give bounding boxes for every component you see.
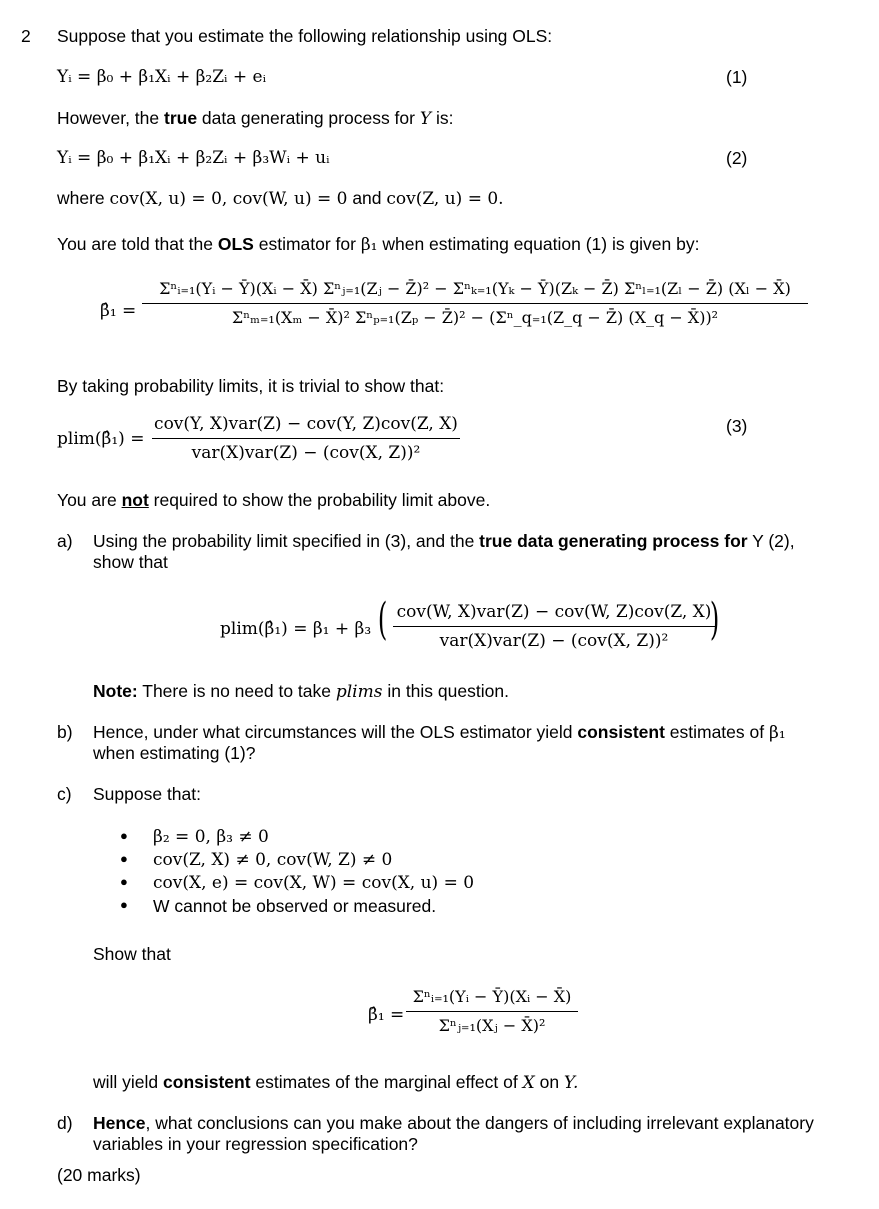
true-dgp-sentence [57, 107, 453, 130]
part-a-line1-before: Using the probability limit specified in (3), and the [93, 531, 480, 551]
part-d-line1-bold: Hence [93, 1113, 146, 1133]
part-a-left-paren: ( [377, 594, 388, 645]
part-c-conclusion [93, 1071, 578, 1094]
ols-var: β₁ [360, 235, 378, 255]
question-intro: Suppose that you estimate the following relationship using OLS: [57, 26, 553, 46]
part-a-line1 [93, 530, 795, 552]
bullet-text: β₂ = 0, β₃ ≠ 0 [153, 827, 269, 847]
cov-word-where: where [57, 188, 110, 208]
bullet-text: W cannot be observed or measured. [153, 896, 437, 916]
equation-3-tag: (3) [726, 416, 748, 436]
part-c-conclusion-bold: consistent [163, 1072, 251, 1092]
part-a-right-paren: ) [709, 594, 720, 645]
part-c-formula-numerator: Σⁿᵢ₌₁(Yᵢ − Ȳ)(Xᵢ − X̄) [406, 986, 578, 1012]
part-a-label: a) [57, 531, 73, 551]
part-b-line1-bold: consistent [577, 722, 665, 742]
not-required-after: required to show the probability limit above. [148, 490, 491, 510]
not-required-bold: not [121, 490, 149, 510]
part-a-formula-numerator: cov(W, X)var(Z) − cov(W, Z)cov(Z, X) [393, 601, 715, 627]
bullet-dot: ● [120, 828, 128, 843]
not-required-sentence [57, 489, 490, 511]
beta-hat-fraction [142, 278, 808, 329]
covariance-conditions [57, 187, 504, 210]
equation-3-fraction [152, 413, 460, 464]
equation-3-lhs: plim(β̂₁) = [57, 429, 145, 449]
part-a-line1-bold: true data generating process for [479, 531, 748, 551]
part-c-conclusion-x: X [522, 1073, 535, 1093]
equation-2: Yᵢ = β₀ + β₁Xᵢ + β₂Zᵢ + β₃Wᵢ + uᵢ [57, 148, 330, 168]
part-a-note-after: in this question. [382, 681, 509, 701]
true-dgp-after: data generating process for [197, 108, 420, 128]
part-c-formula-lhs: β̂₁ = [368, 1005, 405, 1025]
true-dgp-bold: true [164, 108, 198, 128]
part-c-formula-denominator: Σⁿⱼ₌₁(Xⱼ − X̄)² [438, 1016, 546, 1035]
part-b-line1-var: β₁ [768, 723, 786, 743]
not-required-before: You are [57, 490, 122, 510]
part-a-formula-denominator: var(X)var(Z) − (cov(X, Z))² [439, 631, 669, 651]
part-b-line1 [93, 721, 786, 744]
ols-after: when estimating equation (1) is given by: [377, 234, 700, 254]
part-a-line2: show that [93, 552, 168, 572]
part-c-conclusion-before: will yield [93, 1072, 164, 1092]
equation-2-tag: (2) [726, 148, 748, 168]
part-a-note-before: There is no need to take [137, 681, 336, 701]
part-a-line1-after: Y (2), [747, 531, 795, 551]
ols-estimator-sentence [57, 233, 699, 256]
ols-before: You are told that the [57, 234, 218, 254]
part-c-line1: Suppose that: [93, 784, 201, 804]
plim-intro: By taking probability limits, it is trivial to show that: [57, 376, 445, 396]
bullet-text: cov(X, e) = cov(X, W) = cov(X, u) = 0 [153, 873, 475, 893]
bullet-dot: ● [120, 874, 128, 889]
part-b-line2: when estimating (1)? [93, 743, 256, 763]
part-d-label: d) [57, 1113, 73, 1133]
part-a-formula-lhs: plim(β̂₁) = β₁ + β₃ [220, 619, 372, 639]
true-dgp-end: is: [431, 108, 454, 128]
part-c-formula-fraction [406, 986, 578, 1037]
cov-conditions-2: cov(Z, u) = 0. [386, 189, 504, 209]
part-a-note [93, 680, 509, 703]
part-c-conclusion-y: Y. [563, 1073, 579, 1093]
ols-bold: OLS [217, 234, 254, 254]
true-dgp-before: However, the [57, 108, 164, 128]
part-d-line1 [93, 1112, 814, 1134]
marks-label: (20 marks) [57, 1165, 141, 1185]
part-a-note-math: plims [335, 682, 383, 702]
part-c-show-that: Show that [93, 944, 171, 964]
beta-hat-lhs: β̂₁ = [100, 301, 137, 321]
equation-3-denominator: var(X)var(Z) − (cov(X, Z))² [191, 443, 421, 463]
equation-1: Yᵢ = β₀ + β₁Xᵢ + β₂Zᵢ + eᵢ [57, 67, 267, 87]
true-dgp-var: Y [419, 109, 432, 129]
part-c-conclusion-after: estimates of the marginal effect of [250, 1072, 523, 1092]
equation-1-tag: (1) [726, 67, 748, 87]
bullet-dot: ● [120, 897, 128, 912]
beta-hat-numerator: Σⁿᵢ₌₁(Yᵢ − Ȳ)(Xᵢ − X̄) Σⁿⱼ₌₁(Zⱼ − Z̄)² − Σⁿₖ₌₁(Yₖ − Ȳ)(Zₖ − Z̄) Σⁿₗ₌₁(Zₗ − Z̄) (Xₗ − X̄) [142, 278, 808, 304]
part-c-label: c) [57, 784, 72, 804]
part-b-line1-after: estimates of [664, 722, 769, 742]
part-c-conclusion-on: on [534, 1072, 564, 1092]
equation-3-numerator: cov(Y, X)var(Z) − cov(Y, Z)cov(Z, X) [152, 413, 460, 439]
question-number: 2 [21, 26, 31, 46]
part-b-label: b) [57, 722, 73, 742]
part-d-line1-after: , what conclusions can you make about the dangers of including irrelevant explanatory [145, 1113, 814, 1133]
ols-middle: estimator for [253, 234, 361, 254]
beta-hat-denominator: Σⁿₘ₌₁(Xₘ − X̄)² Σⁿₚ₌₁(Zₚ − Z̄)² − (Σⁿ_q₌₁(Z_q − Z̄) (X_q − X̄))² [231, 308, 719, 327]
part-a-note-bold: Note: [93, 681, 138, 701]
part-d-line2: variables in your regression specification? [93, 1134, 418, 1154]
bullet-dot: ● [120, 851, 128, 866]
part-b-line1-before: Hence, under what circumstances will the OLS estimator yield [93, 722, 578, 742]
cov-word-and: and [347, 188, 387, 208]
bullet-text: cov(Z, X) ≠ 0, cov(W, Z) ≠ 0 [153, 850, 393, 870]
cov-conditions-1: cov(X, u) = 0, cov(W, u) = 0 [109, 189, 348, 209]
part-a-formula-fraction [393, 601, 715, 652]
